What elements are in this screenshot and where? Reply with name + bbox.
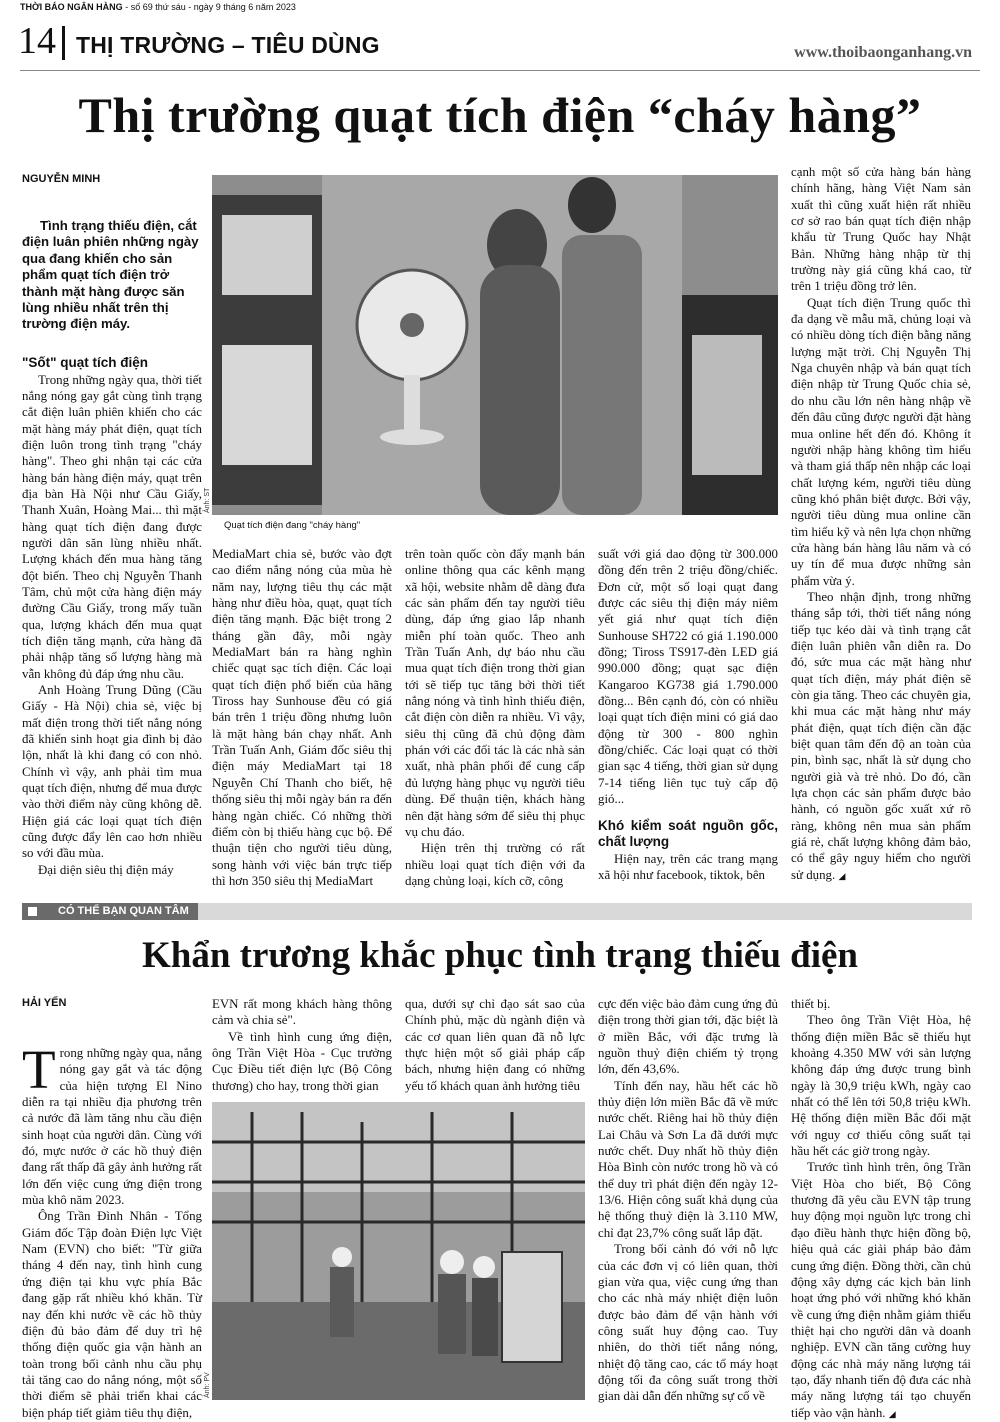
paragraph	[791, 1159, 971, 1422]
website-link[interactable]: www.thoibaonganhang.vn	[794, 44, 972, 61]
paragraph: Trong bối cảnh đó với nỗ lực của các đơn vị có liên quan, thời gian vừa qua, việc cung ứng than cho các nhà máy nhiệt điện luôn được bảo đảm để vận hành với công suất huy động cao. Tuy nhiên, do thời tiết nắng nóng, nhiệt độ tăng cao, các tổ máy hoạt động tối đa công suất trong thời gian dài dẫn đến những sự cố về	[598, 1242, 778, 1404]
article1-headline: Thị trường quạt tích điện “cháy hàng”	[78, 87, 922, 143]
paragraph: Hiện trên thị trường có rất nhiều loại quạt tích điện với đa dạng chủng loại, kích cỡ, công	[405, 841, 585, 888]
article2-col5	[791, 996, 971, 1422]
paragraph: Về tình hình cung ứng điện, ông Trần Việt Hòa - Cục trưởng Cục Điều tiết điện lực (Bộ Công thương) cho hay, trong thời gian	[212, 1029, 392, 1093]
paragraph: qua, dưới sự chỉ đạo sát sao của Chính phủ, mặc dù ngành điện và các cơ quan liên quan đã nỗ lực thực hiện một số giải pháp cấp bách, nhưng hiện đang có những yếu tố khách quan ảnh hưởng tiêu	[405, 997, 585, 1093]
article2-headline: Khẩn trương khắc phục tình trạng thiếu điện	[141, 935, 859, 976]
paragraph-text: rong những ngày qua, nắng nóng gay gắt và tác động của hiện tượng El Nino diễn ra tại nhiều địa phương trên cả nước đã làm tăng nhu cầu điện sinh hoạt của người dân. Cùng với đó, mực nước ở các hồ thuỷ điện đang rất thấp đã gây ảnh hưởng rất lớn đến việc cung ứng điện trong mùa khô năm 2023.	[22, 1046, 202, 1208]
article1-photo	[212, 175, 778, 515]
related-label-text: CÓ THỂ BẠN QUAN TÂM	[58, 905, 189, 917]
issue-info: - số 69 thứ sáu - ngày 9 tháng 6 năm 2023	[125, 2, 296, 12]
paragraph: Quạt tích điện Trung quốc thì đa dạng về mẫu mã, chủng loại và có nhiều dòng tích điện bằng năng lượng mặt trời. Chị Nguyễn Thị Nga chuyên nhập và bán quạt tích điện nhập từ Trung Quốc chia sẻ, do nhu cầu lớn nên hàng nhập về đến đâu cũng được người đặt hàng mua online hết đến đó. Không ít người nhập hàng không tìm hiểu và tham giá thấp nên nhập các loại chất lượng kém, người tiêu dùng cũng khó phân biệt được. Bởi vậy, người tiêu dùng mua online cần tìm hiểu kỹ và nên lựa chọn những cửa hàng bán hàng lâu năm và có uy tín để mua được những sản phẩm vừa ý.	[791, 295, 971, 588]
related-label	[22, 903, 198, 920]
paragraph: Đại diện siêu thị điện máy	[38, 862, 174, 877]
related-marker	[28, 907, 37, 916]
article1-col3	[405, 546, 585, 889]
paragraph: Ông Trần Đình Nhân - Tổng Giám đốc Tập đoàn Điện lực Việt Nam (EVN) cho biết: "Từ giữa tháng 4 đến nay, tình hình cung ứng điện tại khu vực phía Bắc đang gặp rất nhiều khó khăn. Từ nay đến khi nước về các hồ thủy điện đủ bảo đảm để duy trì hệ thống điện quốc gia vận hành an toàn trong bối cảnh nhu cầu phụ tải tăng cao do nắng nóng, một số thời điểm sẽ phải triển khai các biện pháp tiết giảm tiêu thụ điện,	[22, 1209, 202, 1420]
paragraph: Trong những ngày qua, thời tiết nắng nóng gay gắt cùng tình trạng cắt điện luân phiên khiến cho các mặt hàng máy phát điện, quạt tích điện luôn trong tình trạng "cháy hàng". Theo ghi nhận tại các cửa hàng bán hàng điện máy, quạt trên địa bàn Hà Nội như Cầu Giấy, Thanh Xuân, Hoàng Mai... thì mặt hàng quạt tích điện đang được người dân săn lùng nhiều nhất. Lượng khách đến mua hàng tăng đột biến. Theo chị Nguyễn Thanh Tâm, chủ một cửa hàng điện máy đường Cầu Giấy, trong mấy tuần qua, lượng khách đến mua quạt tích điện tăng mạnh, cửa hàng đã phải nhập tăng số lượng hàng mà vẫn không đủ đáp ứng nhu cầu.	[22, 372, 202, 681]
article1-subhead2: Khó kiểm soát nguồn gốc, chất lượng	[598, 817, 778, 849]
article1-col4	[598, 546, 778, 883]
page-number: 14	[18, 20, 56, 62]
article2-byline: HẢI YẾN	[22, 997, 67, 1009]
article1-byline: NGUYỄN MINH	[22, 173, 101, 185]
paragraph: Hiện nay, trên các trang mạng xã hội như facebook, tiktok, bên	[598, 851, 778, 882]
article1-sapo: Tình trạng thiếu điện, cắt điện luân phiên những ngày qua đang khiến cho sản phẩm quạt tích điện trở thành mặt hàng được săn lùng nhiều nhất trên thị trường điện máy.	[22, 218, 199, 332]
paragraph: cạnh một số cửa hàng bán hàng chính hãng, hàng Việt Nam sản xuất thì cũng xuất hiện rất nhiều cơ sở rao bán quạt tích điện nhập khẩu từ Trung Quốc hay Nhật Bản. Những hàng nhập từ thị trường này giá cũng khá cao, từ trên 1 triệu đồng trở lên.	[791, 165, 971, 294]
article1-col2	[212, 546, 392, 889]
paragraph: MediaMart chia sẻ, bước vào đợt cao điểm nắng nóng của mùa hè năm nay, lượng tiêu thụ các mặt hàng như điều hòa, quạt, quạt tích điện tăng mạnh. Đặc biệt trong 2 tháng gần đây, mỗi ngày MediaMart bán ra hàng nghìn chiếc quạt sạc tích điện. Các loại quạt tích điện phổ biến của hãng Tiross hay Sunhouse đều có giá bán trên 1 triệu đồng nhưng luôn là mặt hàng bán chạy nhất. Anh Trần Tuấn Anh, Giám đốc siêu thị điện máy MediaMart tại 18 Nguyễn Chí Thanh cho biết, hệ thống siêu thị mỗi ngày bán ra đến hàng ngàn chiếc. Có những thời điểm còn bị thiếu hàng cục bộ. Để thuận tiện cho người tiêu dùng, song hành với việc bán trực tiếp thì hơn 350 siêu thị MediaMart	[212, 547, 392, 888]
end-mark: ◢	[838, 870, 846, 881]
paragraph	[791, 589, 971, 884]
paragraph: thiết bị.	[791, 997, 831, 1011]
article1-photo-caption: Quạt tích điện đang "cháy hàng"	[224, 520, 361, 531]
article2-photo	[212, 1102, 585, 1400]
section-title: THỊ TRƯỜNG – TIÊU DÙNG	[76, 32, 380, 58]
photo-illustration	[212, 175, 778, 515]
paragraph	[22, 1039, 202, 1208]
article2-col1	[22, 1039, 202, 1421]
paragraph-text: Theo nhận định, trong những tháng sắp tới, thời tiết nắng nóng tiếp tục kéo dài và tình trạng cắt điện luân phiên vẫn diễn ra. Do đó, sức mua các mặt hàng như quạt tích điện, máy phát điện sẽ còn gia tăng. Theo các chuyên gia, khi mua các mặt hàng như máy phát điện, quạt tích điện cần đặc biệt quan tâm đến độ an toàn của pin, bình sạc, nhất là sử dụng cho người già và trẻ nhỏ. Do đó, cần lựa chọn các sản phẩm được bảo hành, có nguồn gốc xuất xứ rõ ràng, không nên mua sản phẩm giá rẻ, chất lượng không đảm bảo, có thể gây nguy hiểm cho người sử dụng.	[791, 589, 971, 882]
section-divider	[62, 26, 65, 60]
paragraph: suất với giá dao động từ 300.000 đồng đến trên 2 triệu đồng/chiếc. Đơn cử, một số loại quạt đang được các siêu thị điện máy niêm yết giá như quạt tích điện Sunhouse SH722 có giá 1.190.000 đồng; Tiross TS917-đèn LED giá 990.000 đồng; quạt sạc điện Kangaroo KG738 giá 1.790.000 đồng... Bên cạnh đó, còn có nhiều loại quạt tích điện mini có giá dao động từ 300 - 800 nghìn đồng/chiếc. Các loại quạt có thời gian sạc 4 tiếng, thời gian sử dụng 7-14 tiếng liên tục tuỳ cấp độ gió...	[598, 547, 778, 807]
paper-name: THỜI BÁO NGÂN HÀNG	[20, 2, 123, 12]
end-mark: ◢	[888, 1408, 896, 1419]
article2-col2	[212, 996, 392, 1094]
header-rule	[20, 70, 980, 71]
paragraph: EVN rất mong khách hàng thông cảm và chia sẻ".	[212, 997, 392, 1028]
article1-photo-credit: Ảnh: ST	[204, 487, 211, 513]
paragraph: trên toàn quốc còn đẩy mạnh bán online thông qua các kênh mạng xã hội, website nhằm dễ dàng đưa các sản phẩm đến tay người tiêu dùng, đáp ứng giao lắp nhanh miễn phí toàn quốc. Theo anh Trần Tuấn Anh, dự báo nhu cầu mua quạt tích điện trong thời gian tới sẽ tiếp tục tăng bởi thời tiết nắng nóng và tình hình thiếu điện, cắt điện còn diễn ra nhiều. Vì vậy, siêu thị cũng đã chủ động đàm phán với các đối tác là các nhà sản xuất, nhà phân phối để cung cấp đủ lượng hàng phục vụ người tiêu dùng. Để thuận tiện, khách hàng nên đặt hàng sớm để siêu thị phục vụ chu đáo.	[405, 547, 585, 839]
paragraph-text: Trước tình hình trên, ông Trần Việt Hòa cho biết, Bộ Công thương đã yêu cầu EVN tập trung huy động mọi nguồn lực trong chỉ đạo điều hành thực hiện đồng bộ, hiệu quả các giải pháp bảo đảm cung ứng điện. Đồng thời, cần chủ động xây dựng các kịch bản linh hoạt ứng phó với những khó khăn về cung ứng điện nhằm giảm thiểu thiệt hại cho người dân và doanh nghiệp. EVN cần tăng cường huy động các nhà máy năng lượng tái tạo, đẩy nhanh tiến độ đưa các nhà máy năng lượng tái tạo chuyển tiếp vào vận hành.	[791, 1160, 971, 1420]
paragraph: Anh Hoàng Trung Dũng (Cầu Giấy - Hà Nội) chia sẻ, việc bị mất điện trong thời tiết nắng nóng đã khiến sinh hoạt gia đình bị đảo lộn, nhất là khi đang có con nhỏ. Chính vì vậy, anh phải tìm mua quạt tích điện, nhưng để mua được vào thời điểm này cũng không dễ. Hiện giá các loại quạt tích điện cũng được đẩy lên cao hơn nhiều so với đầu mùa.	[22, 683, 202, 861]
masthead-line	[20, 2, 296, 12]
dropcap: T	[22, 1039, 56, 1100]
article1-col5	[791, 164, 971, 884]
paragraph: Theo ông Trần Việt Hòa, hệ thống điện miền Bắc sẽ thiếu hụt khoảng 4.350 MW với sản lượng không đáp ứng được trung bình ngày là 30,9 triệu kWh, ngày cao nhất có thể lên tới 50,8 triệu kWh. Hệ thống điện miền Bắc đối mặt với nguy cơ thiếu công suất tại hầu hết các giờ trong ngày.	[791, 1013, 971, 1159]
article2-col4	[598, 996, 778, 1405]
paragraph: Tính đến nay, hầu hết các hồ thủy điện lớn miền Bắc đã về mức nước chết. Riêng hai hồ thủy điện Lai Châu và Sơn La đã dưới mực nước chết. Duy nhất hồ thủy điện Hòa Bình còn nước trong hồ và có thể duy trì phát điện đến ngày 12-13/6. Hiện công suất khả dụng của hệ thống thuỷ điện là 3.110 MW, chỉ đạt 23,7% công suất lắp đặt.	[598, 1078, 778, 1240]
article1-subhead1: "Sốt" quạt tích điện	[22, 355, 149, 370]
article1-col1	[22, 355, 202, 878]
article2-col3	[405, 996, 585, 1094]
article2-photo-credit: Ảnh: PV	[204, 1372, 211, 1398]
substation-illustration	[212, 1102, 585, 1400]
paragraph: cực đến việc bảo đảm cung ứng đủ điện trong thời gian tới, đặc biệt là ở miền Bắc, với đặc trưng là nguồn thuỷ điện chiếm tỷ trọng lớn, đến 43,6%.	[598, 997, 778, 1077]
